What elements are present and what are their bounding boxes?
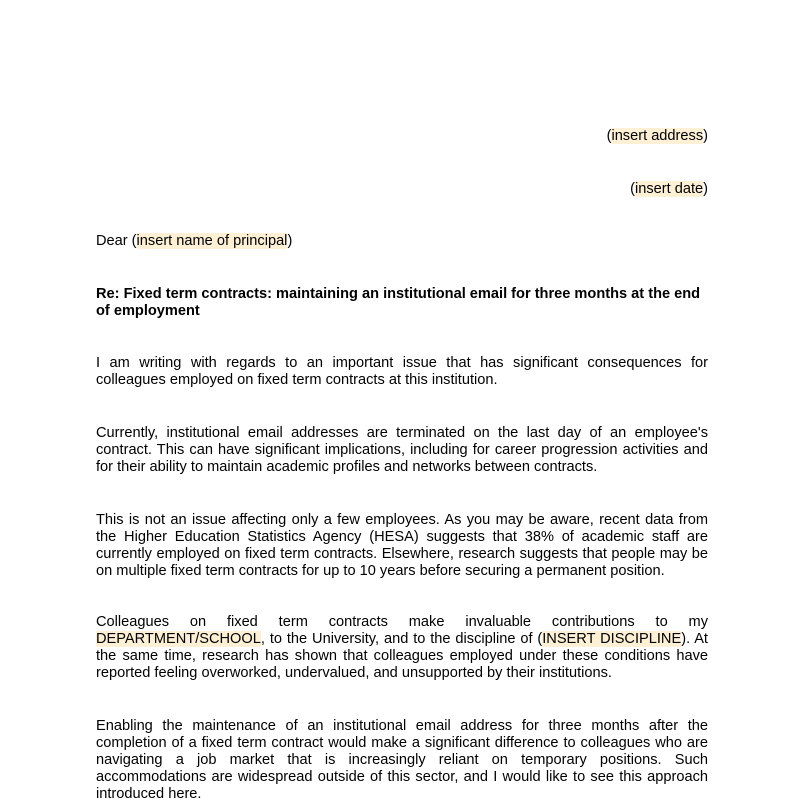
date-open-paren: (	[630, 181, 635, 197]
subject-line: Re: Fixed term contracts: maintaining an institutional email for three months at the end of employment	[96, 286, 701, 319]
address-close-paren: )	[703, 128, 708, 144]
department-placeholder[interactable]: DEPARTMENT/SCHOOL	[96, 631, 261, 647]
address-open-paren: (	[606, 128, 612, 144]
paragraph-5: Enabling the maintenance of an institutional email address for three months after the completion of a fixed term contract would make a significant difference to colleagues who are navigating a job market that is increasingly reliant on temporary positions. Such accommodations are widespread outside of this sector, and I would like to see this approach introduced here.	[96, 718, 708, 802]
date-line	[630, 181, 708, 198]
salutation-prefix: Dear (	[96, 233, 137, 249]
paragraph-4-text-a: Colleagues on fixed term contracts make invaluable contributions to my	[96, 614, 708, 630]
salutation	[96, 233, 708, 250]
date-placeholder[interactable]: insert date	[634, 181, 704, 197]
paragraph-4	[96, 614, 708, 682]
address-placeholder[interactable]: insert address	[611, 128, 704, 144]
salutation-suffix: )	[287, 233, 293, 249]
date-close-paren: )	[703, 181, 708, 197]
principal-name-placeholder[interactable]: insert name of principal	[136, 233, 288, 249]
discipline-placeholder[interactable]: INSERT DISCIPLINE	[542, 631, 682, 647]
address-line	[607, 128, 708, 145]
paragraph-3: This is not an issue affecting only a few employees. As you may be aware, recent data from the Higher Education Statistics Agency (HESA) suggests that 38% of academic staff are currently employed on fixed term contracts. Elsewhere, research suggests that people may be on multiple fixed term contracts for up to 10 years before securing a permanent position.	[96, 512, 708, 579]
paragraph-2: Currently, institutional email addresses are terminated on the last day of an employee's contract. This can have significant implications, including for career progression activities and for their ability to maintain academic profiles and networks between contracts.	[96, 425, 708, 475]
paragraph-4-text-b: , to the University, and to the discipline of (	[260, 631, 543, 647]
paragraph-4-text-c: ). At the same time, research has shown that colleagues employed under these conditions have reported feeling overworked, undervalued, and unsupported by their institutions.	[96, 631, 708, 681]
paragraph-1: I am writing with regards to an important issue that has significant consequences for colleagues employed on fixed term contracts at this institution.	[96, 355, 708, 388]
